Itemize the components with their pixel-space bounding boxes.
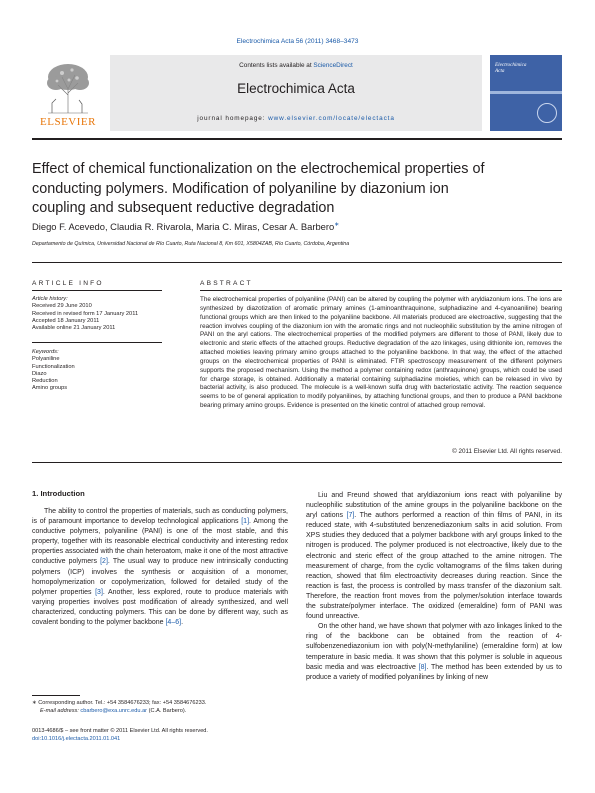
- affiliation: Departamento de Química, Universidad Nacional de Río Cuarto, Ruta Nacional 8, Km 601, X5804ZAB, Río Cuarto, Córdoba, Argentina: [32, 241, 350, 247]
- citation-link[interactable]: [2]: [100, 558, 108, 566]
- citation-link[interactable]: [8]: [418, 663, 427, 671]
- text-run: . Among the conductive polymers, polyaniline (PANI) is one of the most stable, and this property, together with its reasonable electrical conductivity and interesting redox properties associated with the chain heteroatom, make it one of the most attractive conductive polymers: [32, 518, 289, 566]
- journal-reference[interactable]: Electrochimica Acta 56 (2011) 3468–3473: [236, 38, 359, 45]
- citation-link[interactable]: [3]: [95, 588, 103, 596]
- contents-line: [110, 62, 482, 69]
- copyright-notice: © 2011 Elsevier Ltd. All rights reserved.: [452, 448, 562, 455]
- section-rule: [32, 262, 562, 263]
- citation-link[interactable]: [7]: [346, 512, 355, 520]
- history-item: Available online 21 January 2011: [32, 325, 116, 332]
- header-rule: [32, 138, 562, 140]
- cover-strip: [490, 91, 562, 94]
- text-run: . The usual way to produce new intrinsically conducting polymers (ICP) involves the synthesis or acquisition of a monomer, homopolymerization or copolymerization, followed for detailed study of the polymer properties: [32, 558, 288, 596]
- elsevier-wordmark: ELSEVIER: [40, 116, 96, 128]
- email-label: E-mail address:: [40, 707, 81, 714]
- text-run: .: [181, 619, 184, 627]
- abstract-heading: ABSTRACT: [200, 280, 253, 287]
- keyword: Amino groups: [32, 385, 68, 392]
- journal-cover-thumbnail: [490, 55, 562, 131]
- email-note: [32, 708, 288, 716]
- sciencedirect-link[interactable]: ScienceDirect: [313, 62, 353, 69]
- section-heading: 1. Introduction: [32, 489, 85, 498]
- text-run: . The method has been extended by us to produce a variety of modified polyanilines by linking of new: [306, 663, 562, 681]
- history-item: Accepted 18 January 2011: [32, 317, 100, 324]
- keyword: Polyaniline: [32, 356, 60, 363]
- journal-header-box: [110, 55, 482, 131]
- journal-homepage: [110, 115, 482, 122]
- article-info-rule: [32, 290, 162, 291]
- abstract-text: The electrochemical properties of polyaniline (PANI) can be altered by coupling the polymer with aryldiazonium ions. The ions are synthesized by diazotization of aromatic primary amines (1-aminoanthraquinone, sulphadiazine and 4-cyanoaniline) bearing functional groups which are then linked to the polyaniline backbone. All materials produced are electroactive, suggesting that the reaction involves coupling of the diazonium ion with the aromatic rings and not nucleophilic substitution by the amine nitrogen of PANI on the aryl cations. The electrochemical properties of the modified polymers are different to those of PANI, likely due to electronic and steric effects of the attached groups. Reductive degradation of the azo linkages, using dithionite ion, removes the attached moieties leaving primary amino groups attached to the polyaniline backbone. In that way, the effect of the attached groups on the electrochemical properties of PANI is eliminated. FTIR spectroscopy measurement of the different polymers supports the proposed mechanism. Using the method a polymer containing redox (anthraquinone) groups, which could be used for charge storage, is obtained. Additionally a material containing sulphadiazine moieties, which can be released in vivo by bacterial activity, is also produced. The molecule is a well-known sulfa drug with bacteriostatic activity. The reaction sequence seems to be of general application to modify polyanilines, by attaching functional groups, and then to produce a PANI backbone bearing primary amino groups. Evidence is presented on the kinetic control of attached group removal.: [200, 296, 562, 410]
- article-history: [32, 296, 182, 332]
- text-run: On the other hand, we have shown that polymer with azo linkages linked to the ring of the backbone can be obtained from the reaction of 4-sulfobenzenediazonium ion with poly(N-methylaniline) (emeraldine form) at low temperature in basic media. It was shown that this polymer is soluble in aqueous basic media and was electroactive: [306, 623, 562, 671]
- elsevier-tree-icon: [42, 59, 94, 115]
- keyword: Functionalization: [32, 363, 75, 370]
- abstract-rule: [200, 290, 562, 291]
- footnotes: [32, 700, 288, 715]
- paragraph: [306, 622, 562, 683]
- corresponding-author-mark[interactable]: ∗: [334, 222, 340, 228]
- authors-text: Diego F. Acevedo, Claudia R. Rivarola, Maria C. Miras, Cesar A. Barbero: [32, 221, 335, 233]
- cover-title-line-1: Electrochimica: [495, 62, 527, 68]
- article-title: [32, 160, 552, 219]
- front-matter-info: [32, 728, 332, 743]
- cover-title-line-2: Acta: [495, 68, 505, 74]
- history-item: Received 29 June 2010: [32, 303, 92, 310]
- cover-title: [495, 62, 527, 74]
- corresponding-author-note: ∗ Corresponding author. Tel.: +54 3584676233; fax: +54 3584676233.: [32, 700, 207, 706]
- text-run: Liu and Freund showed that aryldiazonium ions react with polyaniline by nucleophilic substitution of the amine groups in the polyaniline backbone on the aryl cations: [306, 492, 562, 520]
- cover-seal-icon: [537, 103, 557, 123]
- footnote-rule: [32, 695, 80, 696]
- history-item: Received in revised form 17 January 2011: [32, 310, 139, 317]
- right-column: [306, 491, 562, 683]
- title-line-3: coupling and subsequent reductive degradation: [32, 200, 335, 216]
- journal-banner: [32, 55, 562, 135]
- paragraph: [306, 491, 562, 622]
- history-label: Article history:: [32, 296, 68, 302]
- keyword: Reduction: [32, 378, 58, 385]
- title-line-1: Effect of chemical functionalization on the electrochemical properties of: [32, 161, 485, 177]
- text-run: . The authors performed a reaction of thin films of PANI, in its reduced state, with 4-substituted benzenediazonium salts in acid solution. From XPS studies they deduced that a polymer backbone with aryl groups linked to the nitrogen is produced. The polymer produced is not electroactive, likely due to the electronic and steric effect of the group attached to the amine nitrogen. The measurement of charge, from the cyclic voltamograms of the films taken during reaction, showed that film electroactivity decreases during reaction. Since the reaction is fast, the process is controlled by mass transfer of the diazonium salt. Therefore, the reaction front moves from the polymer/solution interface towards the substrate/polymer interface. The oxidized (emeraldine) form of PANI was found unreactive.: [306, 512, 562, 621]
- journal-title: Electrochimica Acta: [237, 81, 355, 96]
- paragraph: [32, 507, 288, 628]
- issn-line: 0013-4686/$ – see front matter © 2011 Elsevier Ltd. All rights reserved.: [32, 728, 208, 734]
- author-list: [32, 221, 562, 232]
- homepage-link[interactable]: www.elsevier.com/locate/electacta: [268, 115, 395, 122]
- citation-link[interactable]: [4–6]: [165, 619, 182, 627]
- homepage-prefix: journal homepage:: [197, 115, 269, 122]
- info-separator: [32, 342, 162, 343]
- keywords-label: Keywords:: [32, 349, 59, 355]
- abstract-bottom-rule: [32, 462, 562, 463]
- email-suffix: (C.A. Barbero).: [147, 707, 187, 714]
- citation-link[interactable]: [1]: [241, 518, 250, 526]
- email-link[interactable]: cbarbero@exa.unrc.edu.ar: [80, 707, 148, 714]
- keywords: [32, 349, 182, 393]
- contents-prefix: Contents lists available at: [239, 62, 314, 69]
- text-run: The ability to control the properties of materials, such as conducting polymers, is of paramount importance to develop technological applications: [32, 508, 288, 526]
- text-run: . Another, less explored, route to produce materials with varying properties involves post modification of already synthesized, and well characterized, conducting polymers. This can be done by different way, such as covalent bonding to the polymer backbone: [32, 588, 289, 627]
- title-line-2: conducting polymers. Modification of polyaniline by diazonium ion: [32, 180, 449, 197]
- doi-link[interactable]: doi:10.1016/j.electacta.2011.01.041: [32, 735, 121, 742]
- elsevier-logo[interactable]: [32, 55, 104, 131]
- left-column: [32, 507, 288, 628]
- keyword: Diazo: [32, 370, 47, 377]
- article-info-heading: ARTICLE INFO: [32, 280, 104, 287]
